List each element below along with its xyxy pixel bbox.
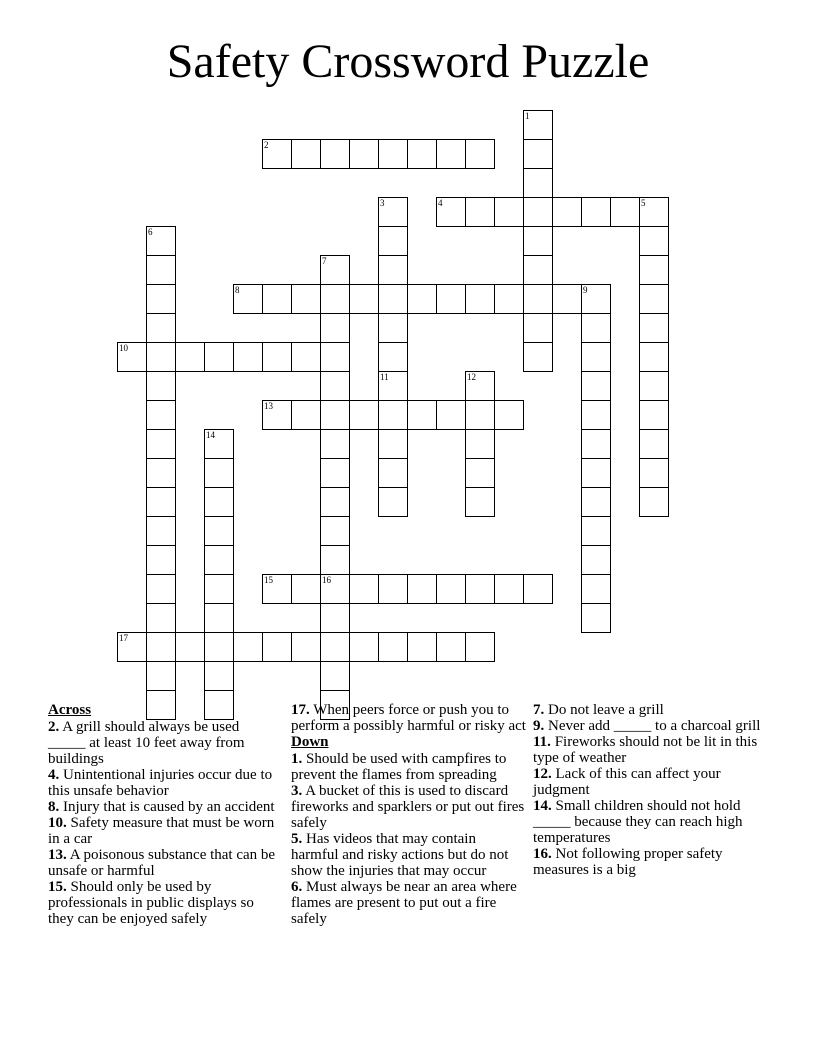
crossword-cell[interactable] xyxy=(146,226,176,256)
crossword-cell[interactable] xyxy=(262,284,292,314)
clue-text: Safety measure that must be worn in a car xyxy=(48,815,275,847)
crossword-cell[interactable] xyxy=(581,487,611,517)
crossword-cell[interactable] xyxy=(639,197,669,227)
crossword-cell[interactable] xyxy=(639,458,669,488)
crossword-cell[interactable] xyxy=(146,284,176,314)
clue-text: Do not leave a grill xyxy=(548,702,664,718)
crossword-cell[interactable] xyxy=(465,458,495,488)
cell-number: 8 xyxy=(235,285,240,295)
crossword-cell[interactable] xyxy=(523,284,553,314)
clue-text: A grill should always be used _____ at least 10 feet away from buildings xyxy=(48,719,245,767)
crossword-cell[interactable] xyxy=(320,632,350,662)
crossword-cell[interactable] xyxy=(320,487,350,517)
crossword-cell[interactable] xyxy=(378,313,408,343)
crossword-cell[interactable] xyxy=(204,632,234,662)
crossword-cell[interactable] xyxy=(320,371,350,401)
cell-number: 11 xyxy=(380,372,389,382)
clue-number: 4. xyxy=(48,767,60,783)
crossword-cell[interactable] xyxy=(523,226,553,256)
clue-text: Unintentional injuries occur due to this unsafe behavior xyxy=(48,767,273,799)
crossword-cell[interactable] xyxy=(639,226,669,256)
crossword-cell[interactable] xyxy=(349,139,379,169)
crossword-cell[interactable] xyxy=(552,284,582,314)
clue-down-11 xyxy=(533,734,761,766)
crossword-cell[interactable] xyxy=(146,661,176,691)
clues-column-3 xyxy=(533,702,761,878)
clue-number: 9. xyxy=(533,718,545,734)
crossword-cell[interactable] xyxy=(407,400,437,430)
crossword-cell[interactable] xyxy=(523,255,553,285)
crossword-cell[interactable] xyxy=(581,313,611,343)
crossword-cell[interactable] xyxy=(581,342,611,372)
crossword-cell[interactable] xyxy=(523,313,553,343)
clue-down-7 xyxy=(533,702,761,718)
clue-across-2 xyxy=(48,719,276,767)
clue-across-13 xyxy=(48,847,276,879)
crossword-cell[interactable] xyxy=(436,632,466,662)
crossword-cell[interactable] xyxy=(291,574,321,604)
crossword-cell[interactable] xyxy=(262,632,292,662)
crossword-cell[interactable] xyxy=(320,342,350,372)
crossword-cell[interactable] xyxy=(146,574,176,604)
cell-number: 13 xyxy=(264,401,273,411)
clue-down-16 xyxy=(533,846,761,878)
crossword-cell[interactable] xyxy=(494,400,524,430)
crossword-cell[interactable] xyxy=(320,255,350,285)
cell-number: 16 xyxy=(322,575,331,585)
clues-column-2 xyxy=(291,702,527,927)
crossword-cell[interactable] xyxy=(378,139,408,169)
crossword-cell[interactable] xyxy=(320,313,350,343)
clue-number: 8. xyxy=(48,799,60,815)
crossword-cell[interactable] xyxy=(146,371,176,401)
crossword-cell[interactable] xyxy=(581,458,611,488)
crossword-cell[interactable] xyxy=(436,139,466,169)
crossword-cell[interactable] xyxy=(378,371,408,401)
crossword-cell[interactable] xyxy=(378,574,408,604)
crossword-cell[interactable] xyxy=(146,255,176,285)
crossword-cell[interactable] xyxy=(378,632,408,662)
clue-across-8 xyxy=(48,799,276,815)
clue-down-14 xyxy=(533,798,761,846)
crossword-cell[interactable] xyxy=(639,255,669,285)
crossword-cell[interactable] xyxy=(436,197,466,227)
crossword-cell[interactable] xyxy=(494,197,524,227)
crossword-cell[interactable] xyxy=(233,632,263,662)
cell-number: 3 xyxy=(380,198,385,208)
crossword-cell[interactable] xyxy=(320,603,350,633)
clue-text: A bucket of this is used to discard fireworks and sparklers or put out fires safely xyxy=(291,783,525,831)
clue-number: 2. xyxy=(48,719,60,735)
crossword-cell[interactable] xyxy=(146,429,176,459)
crossword-cell[interactable] xyxy=(378,458,408,488)
crossword-cell[interactable] xyxy=(523,574,553,604)
clue-text: Has videos that may contain harmful and risky actions but do not show the injuries that may occur xyxy=(291,831,509,879)
crossword-cell[interactable] xyxy=(494,574,524,604)
crossword-cell[interactable] xyxy=(320,400,350,430)
clue-text: Small children should not hold _____ because they can reach high temperatures xyxy=(533,798,743,846)
crossword-cell[interactable] xyxy=(581,545,611,575)
crossword-cell[interactable] xyxy=(204,661,234,691)
crossword-cell[interactable] xyxy=(552,197,582,227)
clue-number: 3. xyxy=(291,783,303,799)
crossword-cell[interactable] xyxy=(146,313,176,343)
crossword-cell[interactable] xyxy=(465,574,495,604)
crossword-cell[interactable] xyxy=(523,168,553,198)
crossword-cell[interactable] xyxy=(581,603,611,633)
crossword-cell[interactable] xyxy=(320,516,350,546)
clue-text: Never add _____ to a charcoal grill xyxy=(548,718,761,734)
crossword-cell[interactable] xyxy=(262,342,292,372)
crossword-cell[interactable] xyxy=(262,574,292,604)
crossword-cell[interactable] xyxy=(378,342,408,372)
clue-number: 15. xyxy=(48,879,67,895)
crossword-cell[interactable] xyxy=(581,429,611,459)
clue-across-15 xyxy=(48,879,276,927)
crossword-cell[interactable] xyxy=(639,371,669,401)
cell-number: 14 xyxy=(206,430,215,440)
crossword-cell[interactable] xyxy=(465,284,495,314)
crossword-cell[interactable] xyxy=(320,139,350,169)
crossword-cell[interactable] xyxy=(378,226,408,256)
clue-number: 6. xyxy=(291,879,303,895)
clue-down-9 xyxy=(533,718,761,734)
crossword-cell[interactable] xyxy=(523,110,553,140)
crossword-cell[interactable] xyxy=(378,400,408,430)
crossword-cell[interactable] xyxy=(639,487,669,517)
crossword-cell[interactable] xyxy=(581,371,611,401)
crossword-cell[interactable] xyxy=(204,545,234,575)
clue-down-1 xyxy=(291,751,527,783)
cell-number: 10 xyxy=(119,343,128,353)
crossword-cell[interactable] xyxy=(146,400,176,430)
clue-number: 10. xyxy=(48,815,67,831)
crossword-cell[interactable] xyxy=(436,284,466,314)
cell-number: 1 xyxy=(525,111,530,121)
crossword-cell[interactable] xyxy=(349,632,379,662)
crossword-cell[interactable] xyxy=(465,487,495,517)
clue-down-6 xyxy=(291,879,527,927)
crossword-cell[interactable] xyxy=(465,400,495,430)
crossword-cell[interactable] xyxy=(291,342,321,372)
crossword-cell[interactable] xyxy=(349,400,379,430)
crossword-cell[interactable] xyxy=(320,429,350,459)
crossword-cell[interactable] xyxy=(175,632,205,662)
clue-down-3 xyxy=(291,783,527,831)
cell-number: 12 xyxy=(467,372,476,382)
crossword-cell[interactable] xyxy=(349,574,379,604)
crossword-cell[interactable] xyxy=(146,458,176,488)
clue-text: Not following proper safety measures is a big xyxy=(533,846,723,878)
crossword-cell[interactable] xyxy=(407,632,437,662)
cell-number: 17 xyxy=(119,633,128,643)
crossword-cell[interactable] xyxy=(146,487,176,517)
crossword-cell[interactable] xyxy=(320,545,350,575)
crossword-cell[interactable] xyxy=(581,400,611,430)
crossword-cell[interactable] xyxy=(262,139,292,169)
clue-text: A poisonous substance that can be unsafe or harmful xyxy=(48,847,276,879)
cell-number: 15 xyxy=(264,575,273,585)
crossword-cell[interactable] xyxy=(639,342,669,372)
page-title: Safety Crossword Puzzle xyxy=(166,35,650,88)
crossword-cell[interactable] xyxy=(639,313,669,343)
crossword-cell[interactable] xyxy=(175,342,205,372)
clue-number: 1. xyxy=(291,751,303,767)
crossword-cell[interactable] xyxy=(465,632,495,662)
clue-across-4 xyxy=(48,767,276,799)
clue-number: 7. xyxy=(533,702,545,718)
crossword-cell[interactable] xyxy=(146,342,176,372)
crossword-cell[interactable] xyxy=(320,661,350,691)
clue-number: 11. xyxy=(533,734,551,750)
clue-number: 16. xyxy=(533,846,552,862)
clue-across-10 xyxy=(48,815,276,847)
crossword-cell[interactable] xyxy=(581,197,611,227)
crossword-cell[interactable] xyxy=(523,139,553,169)
down-heading: Down xyxy=(291,734,329,750)
crossword-cell[interactable] xyxy=(117,632,147,662)
crossword-cell[interactable] xyxy=(639,400,669,430)
clue-number: 17. xyxy=(291,702,310,718)
crossword-cell[interactable] xyxy=(146,603,176,633)
crossword-cell[interactable] xyxy=(523,342,553,372)
clue-text: Injury that is caused by an accident xyxy=(63,799,275,815)
crossword-cell[interactable] xyxy=(581,574,611,604)
crossword-cell[interactable] xyxy=(204,603,234,633)
crossword-cell[interactable] xyxy=(146,516,176,546)
clue-number: 14. xyxy=(533,798,552,814)
clue-down-5 xyxy=(291,831,527,879)
clue-text: Should be used with campfires to prevent the flames from spreading xyxy=(291,751,507,783)
crossword-cell[interactable] xyxy=(349,284,379,314)
cell-number: 6 xyxy=(148,227,153,237)
clue-text: Fireworks should not be lit in this type of weather xyxy=(533,734,758,766)
crossword-cell[interactable] xyxy=(436,400,466,430)
crossword-cell[interactable] xyxy=(465,371,495,401)
clue-number: 5. xyxy=(291,831,303,847)
crossword-cell[interactable] xyxy=(204,458,234,488)
crossword-cell[interactable] xyxy=(291,400,321,430)
crossword-cell[interactable] xyxy=(465,197,495,227)
crossword-cell[interactable] xyxy=(378,255,408,285)
crossword-cell[interactable] xyxy=(233,284,263,314)
cell-number: 2 xyxy=(264,140,269,150)
crossword-cell[interactable] xyxy=(436,574,466,604)
crossword-cell[interactable] xyxy=(204,487,234,517)
crossword-cell[interactable] xyxy=(378,284,408,314)
crossword-cell[interactable] xyxy=(639,429,669,459)
clue-text: Must always be near an area where flames are present to put out a fire safely xyxy=(291,879,517,927)
crossword-cell[interactable] xyxy=(233,342,263,372)
crossword-cell[interactable] xyxy=(581,516,611,546)
crossword-cell[interactable] xyxy=(407,139,437,169)
crossword-cell[interactable] xyxy=(494,284,524,314)
crossword-cell[interactable] xyxy=(523,197,553,227)
crossword-cell[interactable] xyxy=(407,284,437,314)
crossword-cell[interactable] xyxy=(581,284,611,314)
clues-column-1 xyxy=(48,702,276,927)
cell-number: 4 xyxy=(438,198,443,208)
crossword-cell[interactable] xyxy=(320,574,350,604)
crossword-cell[interactable] xyxy=(291,632,321,662)
clue-text: Should only be used by professionals in public displays so they can be enjoyed safely xyxy=(48,879,254,927)
crossword-cell[interactable] xyxy=(204,429,234,459)
crossword-cell[interactable] xyxy=(146,545,176,575)
crossword-cell[interactable] xyxy=(465,139,495,169)
clue-across-17 xyxy=(291,702,527,734)
crossword-cell[interactable] xyxy=(204,574,234,604)
crossword-cell[interactable] xyxy=(117,342,147,372)
cell-number: 5 xyxy=(641,198,646,208)
crossword-cell[interactable] xyxy=(291,284,321,314)
crossword-cell[interactable] xyxy=(465,429,495,459)
crossword-cell[interactable] xyxy=(378,487,408,517)
crossword-cell[interactable] xyxy=(378,197,408,227)
clue-number: 12. xyxy=(533,766,552,782)
crossword-cell[interactable] xyxy=(204,342,234,372)
crossword-cell[interactable] xyxy=(639,284,669,314)
crossword-cell[interactable] xyxy=(320,458,350,488)
clue-down-12 xyxy=(533,766,761,798)
crossword-cell[interactable] xyxy=(291,139,321,169)
clue-text: Lack of this can affect your judgment xyxy=(533,766,721,798)
crossword-cell[interactable] xyxy=(262,400,292,430)
crossword-cell[interactable] xyxy=(378,429,408,459)
cell-number: 7 xyxy=(322,256,327,266)
crossword-cell[interactable] xyxy=(407,574,437,604)
clue-text: When peers force or push you to perform a possibly harmful or risky act xyxy=(291,702,526,734)
crossword-cell[interactable] xyxy=(146,632,176,662)
crossword-cell[interactable] xyxy=(204,516,234,546)
clue-number: 13. xyxy=(48,847,67,863)
crossword-cell[interactable] xyxy=(610,197,640,227)
across-heading: Across xyxy=(48,702,92,718)
cell-number: 9 xyxy=(583,285,588,295)
crossword-cell[interactable] xyxy=(320,284,350,314)
